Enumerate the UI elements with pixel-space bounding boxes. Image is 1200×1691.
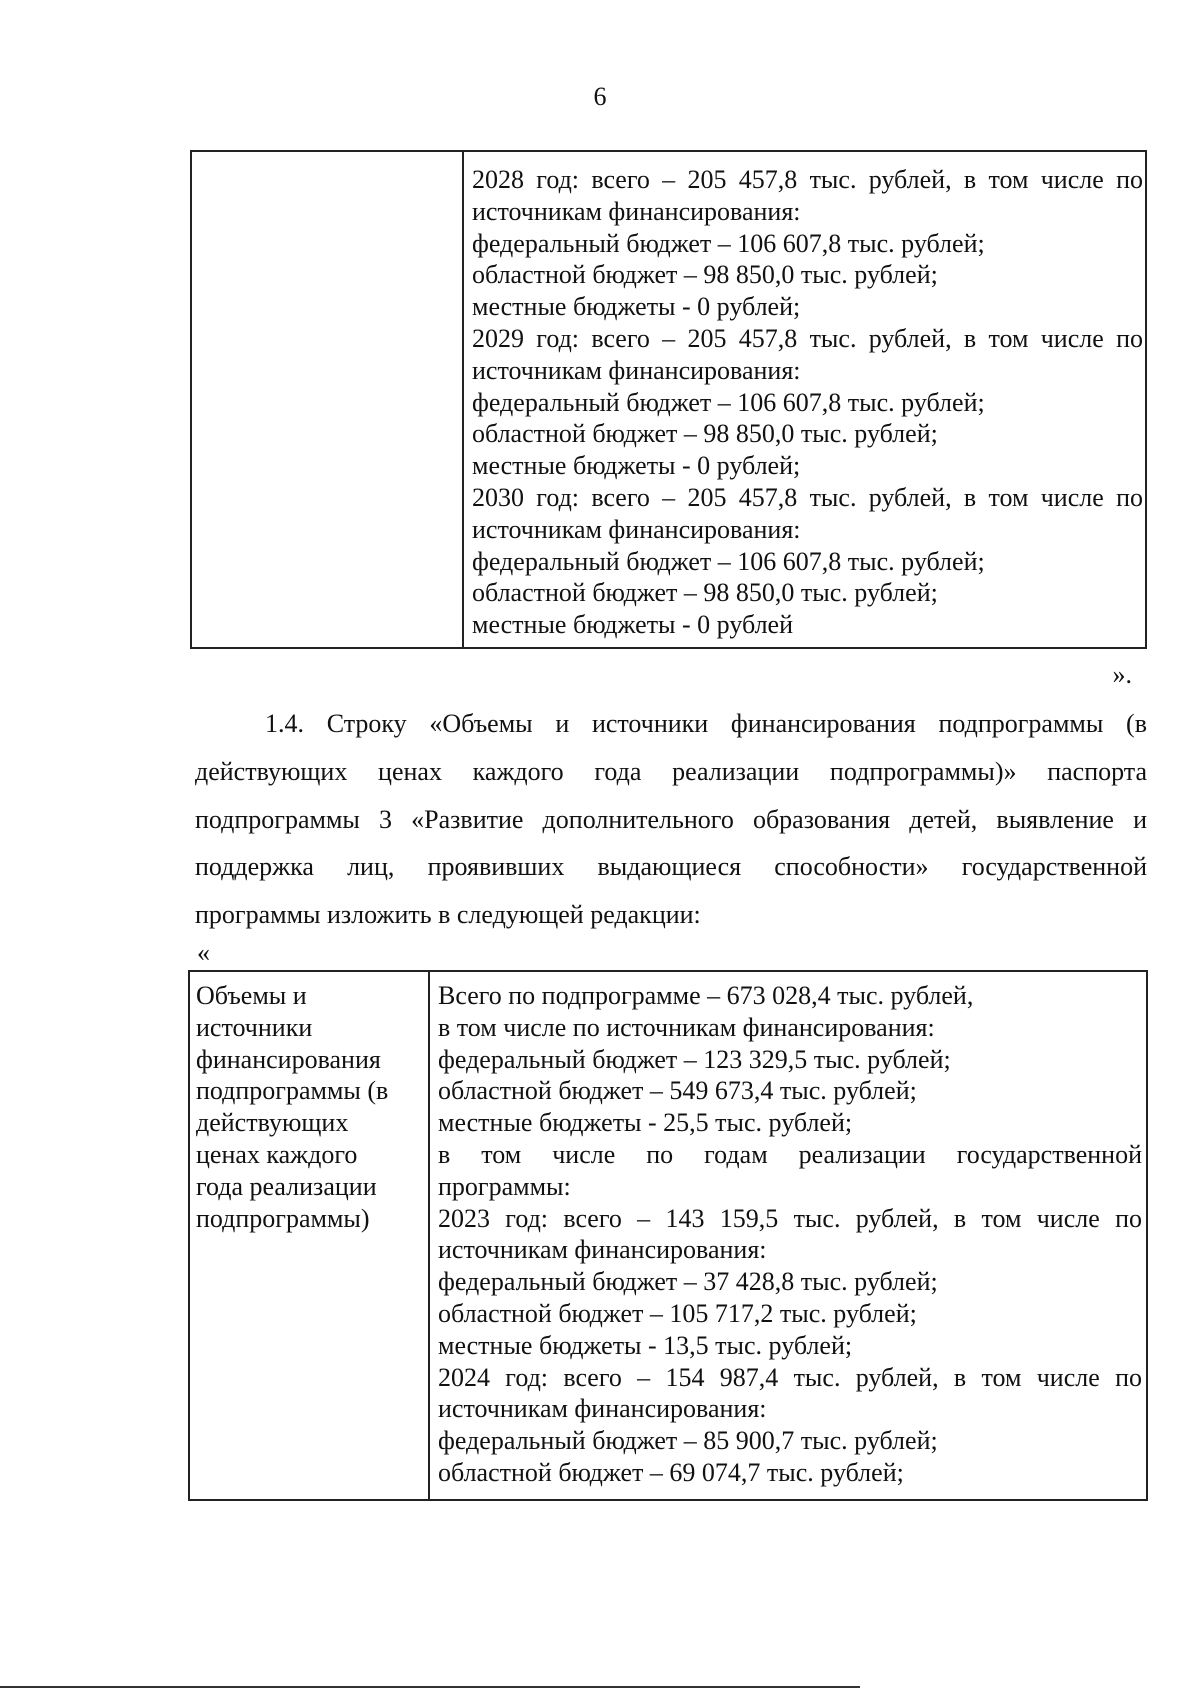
table-row — [191, 151, 1146, 648]
text-line: федеральный бюджет – 123 329,5 тыс. рублей; — [438, 1044, 951, 1074]
paragraph-line: программы изложить в следующей редакции: — [195, 900, 701, 930]
text-line: 2030 год: всего – 205 457,8 тыс. рублей, в том числе по — [472, 482, 1143, 512]
continued-financing-table — [190, 150, 1147, 649]
text-line: местные бюджеты - 13,5 тыс. рублей; — [438, 1330, 853, 1360]
text-line: местные бюджеты - 0 рублей; — [472, 451, 801, 481]
text-line: федеральный бюджет – 106 607,8 тыс. рублей; — [472, 387, 985, 417]
text-line: 2029 год: всего – 205 457,8 тыс. рублей, в том числе по — [472, 323, 1143, 353]
text-line: программы: — [438, 1171, 571, 1201]
text-line: 2024 год: всего – 154 987,4 тыс. рублей, в том числе по — [438, 1362, 1142, 1392]
text-line: областной бюджет – 105 717,2 тыс. рублей; — [438, 1298, 917, 1328]
text-line: источникам финансирования: — [472, 196, 801, 226]
label-line: подпрограммы) — [196, 1203, 370, 1233]
text-line: областной бюджет – 98 850,0 тыс. рублей; — [472, 260, 938, 290]
text-line: источникам финансирования: — [472, 355, 801, 385]
paragraph-line: 1.4. Строку «Объемы и источники финансирования подпрограммы (в — [265, 709, 1147, 738]
text-line: в том числе по источникам финансирования: — [438, 1012, 935, 1042]
opening-quote: « — [197, 938, 210, 967]
text-line: в том числе по годам реализации государственной — [438, 1139, 1142, 1169]
label-line: источники — [196, 1012, 313, 1042]
label-line: действующих — [196, 1108, 349, 1138]
text-line: местные бюджеты - 0 рублей; — [472, 292, 801, 322]
closing-quote: ». — [1112, 660, 1132, 689]
new-financing-table — [188, 970, 1148, 1501]
text-line: областной бюджет – 98 850,0 тыс. рублей; — [472, 419, 938, 449]
label-line: Объемы и — [196, 981, 307, 1010]
text-line: областной бюджет – 98 850,0 тыс. рублей; — [472, 578, 938, 608]
text-line: федеральный бюджет – 37 428,8 тыс. рублей; — [438, 1267, 938, 1297]
paragraph-line: поддержка лиц, проявивших выдающиеся способности» государственной — [195, 852, 1147, 882]
amendment-paragraph — [195, 700, 1147, 939]
text-line: областной бюджет – 549 673,4 тыс. рублей; — [438, 1076, 917, 1106]
text-line: федеральный бюджет – 106 607,8 тыс. рублей; — [472, 546, 985, 576]
table-row — [189, 971, 1147, 1500]
text-line: источникам финансирования: — [472, 514, 801, 544]
label-line: года реализации — [196, 1171, 377, 1201]
paragraph-line: подпрограммы 3 «Развитие дополнительного образования детей, выявление и — [195, 804, 1147, 834]
label-line: финансирования — [196, 1044, 381, 1074]
label-line: ценах каждого — [196, 1139, 358, 1169]
page-number: 6 — [593, 82, 607, 111]
scan-edge-rule — [0, 1686, 860, 1688]
paragraph-line: действующих ценах каждого года реализации подпрограммы)» паспорта — [195, 756, 1147, 786]
label-line: подпрограммы (в — [196, 1076, 389, 1106]
text-line: федеральный бюджет – 85 900,7 тыс. рублей; — [438, 1426, 938, 1456]
text-line: 2028 год: всего – 205 457,8 тыс. рублей, в том числе по — [472, 165, 1143, 194]
text-line: областной бюджет – 69 074,7 тыс. рублей; — [438, 1457, 904, 1487]
text-line: местные бюджеты - 25,5 тыс. рублей; — [438, 1108, 853, 1138]
financing-details-cell — [463, 151, 1146, 648]
text-line: источникам финансирования: — [438, 1394, 767, 1424]
financing-details-cell — [429, 971, 1147, 1500]
row-label-cell — [189, 971, 429, 1500]
empty-label-cell — [191, 151, 463, 648]
text-line: Всего по подпрограмме – 673 028,4 тыс. рублей, — [438, 981, 974, 1010]
text-line: источникам финансирования: — [438, 1235, 767, 1265]
text-line: местные бюджеты - 0 рублей — [472, 610, 794, 640]
text-line: федеральный бюджет – 106 607,8 тыс. рублей; — [472, 228, 985, 258]
text-line: 2023 год: всего – 143 159,5 тыс. рублей, в том числе по — [438, 1203, 1142, 1233]
